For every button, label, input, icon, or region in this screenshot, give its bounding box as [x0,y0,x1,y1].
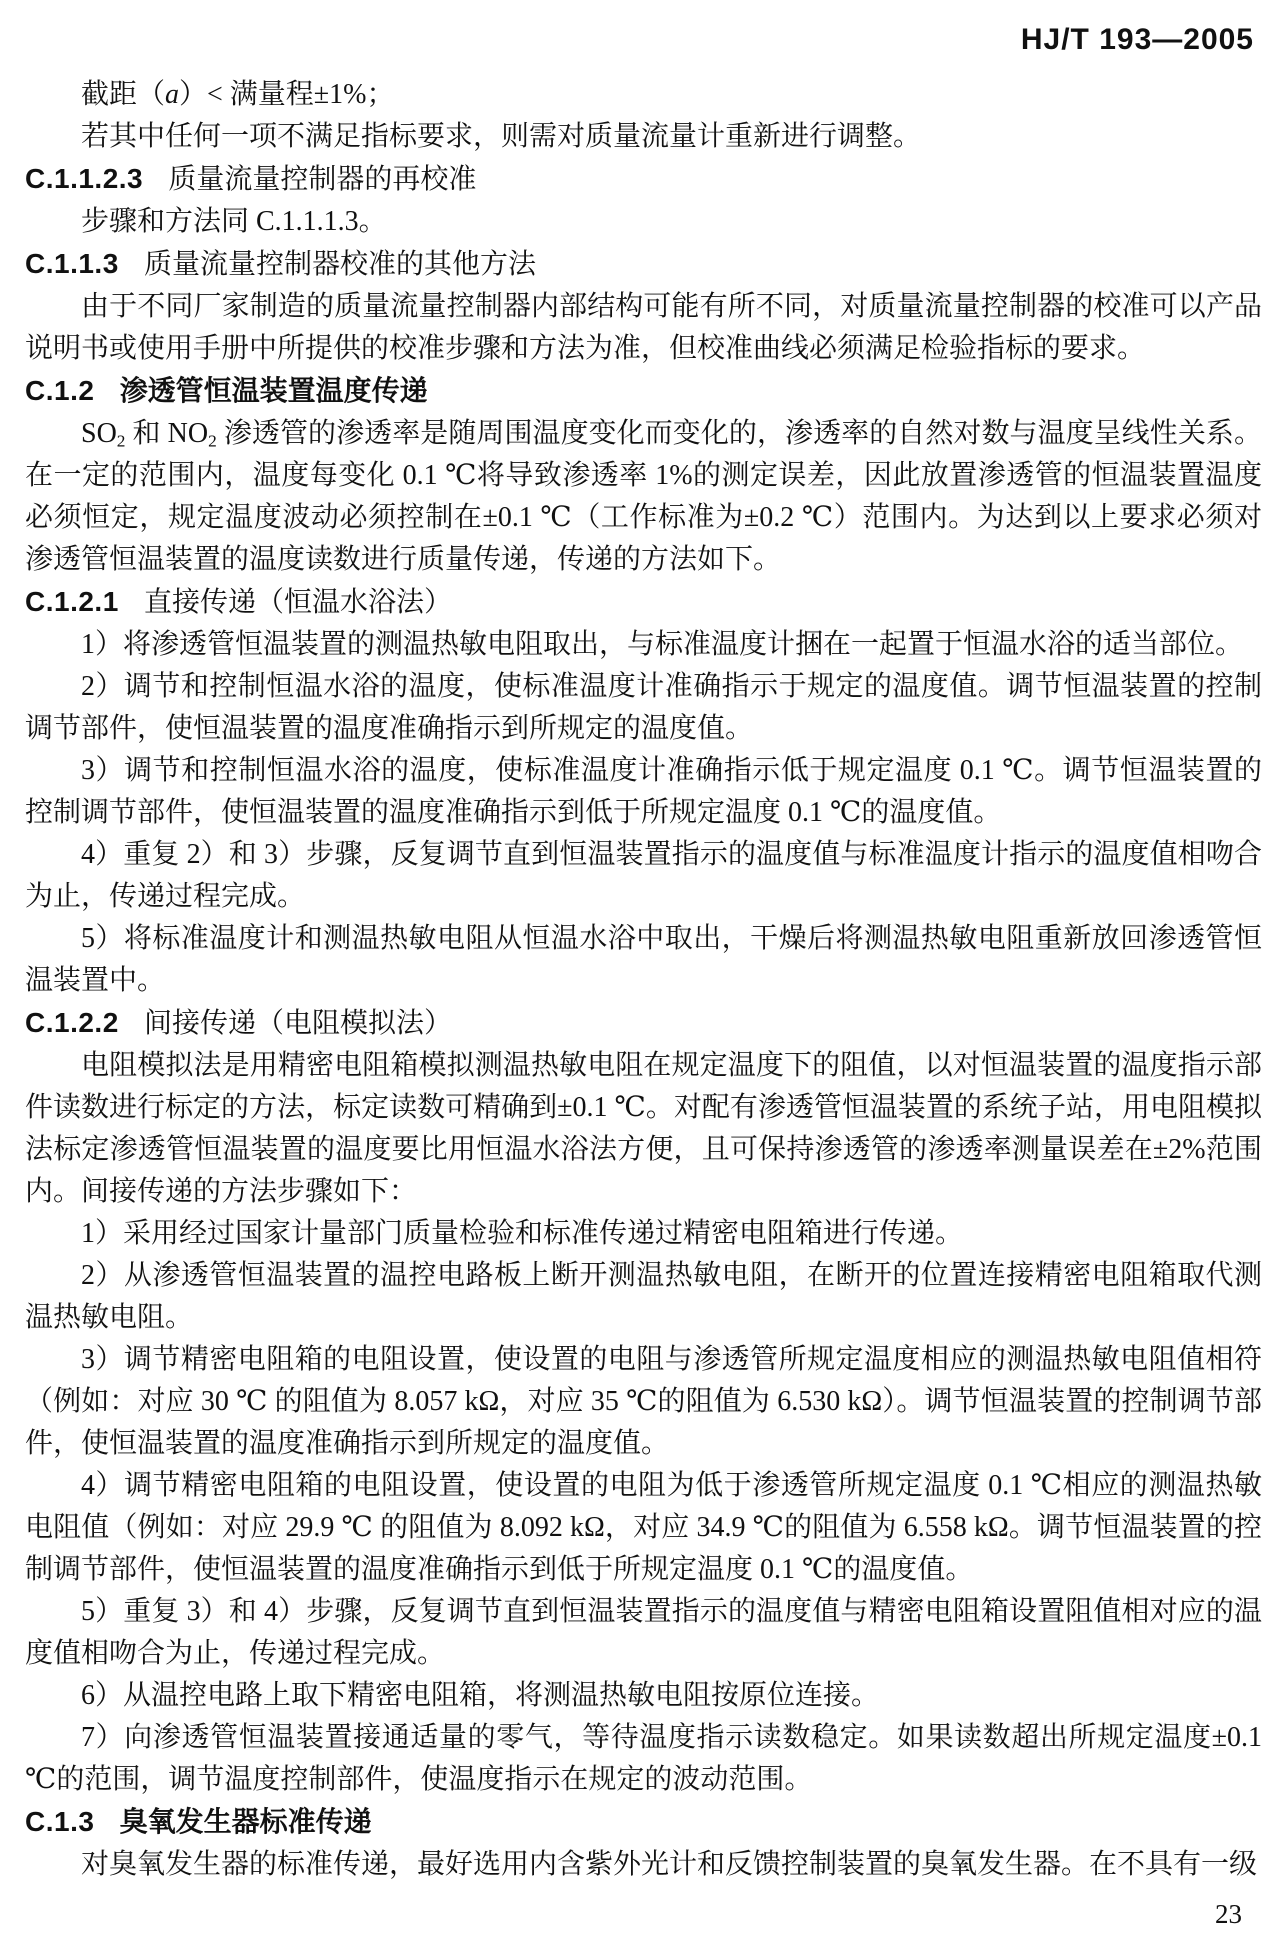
heading-c1123 [25,158,1262,201]
list-item-c122-step3: 3）调节精密电阻箱的电阻设置，使设置的电阻与渗透管所规定温度相应的测温热敏电阻值相符（例如：对应 30 ℃ 的阻值为 8.057 kΩ，对应 35 ℃的阻值为 6.530 kΩ）。调节恒温装置的控制调节部件，使恒温装置的温度准确指示到所规定的温度值。 [25,1344,1262,1459]
list-item-c122-step7: 7）向渗透管恒温装置接通适量的零气，等待温度指示读数稳定。如果读数超出所规定温度±0.1 ℃的范围，调节温度控制部件，使温度指示在规定的波动范围。 [25,1722,1262,1795]
list-item-c121-step2: 2）调节和控制恒温水浴的温度，使标准温度计准确指示于规定的温度值。调节恒温装置的控制调节部件，使恒温装置的温度准确指示到所规定的温度值。 [25,671,1262,744]
list-item-c121-step1: 1）将渗透管恒温装置的测温热敏电阻取出，与标准温度计捆在一起置于恒温水浴的适当部位。 [81,629,1244,660]
heading-c12 [25,370,1262,413]
heading-c1123-title: 质量流量控制器的再校准 [168,164,477,195]
variable-a: a [165,79,180,110]
para-intercept-criterion [25,74,1262,116]
no2-subscript: 2 [208,431,217,451]
list-item-c121-step5: 5）将标准温度计和测温热敏电阻从恒温水浴中取出，干燥后将测温热敏电阻重新放回渗透管恒温装置中。 [25,923,1262,996]
heading-c1123-number: C.1.1.2.3 [25,163,144,194]
heading-c121-title: 直接传递（恒温水浴法） [143,587,452,618]
heading-c13-title: 臭氧发生器标准传递 [119,1806,372,1837]
para-ozone-generator-intro: 对臭氧发生器的标准传递，最好选用内含紫外光计和反馈控制装置的臭氧发生器。在不具有一级 [81,1849,1258,1880]
so2-label: SO [81,418,117,449]
intercept-text-post: ）< 满量程±1%； [179,79,395,110]
heading-c12-number: C.1.2 [25,375,95,406]
heading-c122-number: C.1.2.2 [25,1007,119,1038]
heading-c121-number: C.1.2.1 [25,586,119,617]
heading-c113-title: 质量流量控制器校准的其他方法 [143,249,536,280]
para-permeation-tube-intro [25,413,1262,581]
para-other-calibration-methods: 由于不同厂家制造的质量流量控制器内部结构可能有所不同，对质量流量控制器的校准可以产品说明书或使用手册中所提供的校准步骤和方法为准，但校准曲线必须满足检验指标的要求。 [25,291,1262,364]
list-item-c121-step3: 3）调节和控制恒温水浴的温度，使标准温度计准确指示低于规定温度 0.1 ℃。调节恒温装置的控制调节部件，使恒温装置的温度准确指示到低于所规定温度 0.1 ℃的温度值。 [25,755,1262,828]
para-resistance-simulation-intro: 电阻模拟法是用精密电阻箱模拟测温热敏电阻在规定温度下的阻值，以对恒温装置的温度指示部件读数进行标定的方法，标定读数可精确到±0.1 ℃。对配有渗透管恒温装置的系统子站，用电阻模拟法标定渗透管恒温装置的温度要比用恒温水浴法方便，且可保持渗透管的渗透率测量误差在±2%范围内。间接传递的方法步骤如下： [25,1050,1262,1207]
standard-number-header: HJ/T 193—2005 [1020,23,1254,56]
heading-c113 [25,243,1262,286]
page-number: 23 [1215,1899,1242,1929]
heading-c13 [25,1801,1262,1844]
heading-c13-number: C.1.3 [25,1806,95,1837]
list-item-c122-step1: 1）采用经过国家计量部门质量检验和标准传递过精密电阻箱进行传递。 [81,1218,964,1249]
heading-c122 [25,1002,1262,1045]
list-item-c122-step2: 2）从渗透管恒温装置的温控电路板上断开测温热敏电阻，在断开的位置连接精密电阻箱取代测温热敏电阻。 [25,1260,1262,1333]
list-item-c122-step4: 4）调节精密电阻箱的电阻设置，使设置的电阻为低于渗透管所规定温度 0.1 ℃相应的测温热敏电阻值（例如：对应 29.9 ℃ 的阻值为 8.092 kΩ，对应 34.9 ℃的阻值为 6.558 kΩ。调节恒温装置的控制调节部件，使恒温装置的温度准确指示到低于所规定温度 0.1 ℃的温度值。 [25,1470,1262,1585]
list-item-c122-step5: 5）重复 3）和 4）步骤，反复调节直到恒温装置指示的温度值与精密电阻箱设置阻值相对应的温度值相吻合为止，传递过程完成。 [25,1596,1262,1669]
heading-c12-title: 渗透管恒温装置温度传递 [119,375,428,406]
heading-c122-title: 间接传递（电阻模拟法） [143,1008,452,1039]
para-readjust-note: 若其中任何一项不满足指标要求，则需对质量流量计重新进行调整。 [81,121,922,152]
permeation-intro-text: 渗透管的渗透率是随周围温度变化而变化的，渗透率的自然对数与温度呈线性关系。在一定的范围内，温度每变化 0.1 ℃将导致渗透率 1%的测定误差，因此放置渗透管的恒温装置温度必须恒定，规定温度波动必须控制在±0.1 ℃（工作标准为±0.2 ℃）范围内。为达到以上要求必须对渗透管恒温装置的温度读数进行质量传递，传递的方法如下。 [25,418,1262,575]
list-item-c122-step6: 6）从温控电路上取下精密电阻箱，将测温热敏电阻按原位连接。 [81,1680,880,1711]
list-item-c121-step4: 4）重复 2）和 3）步骤，反复调节直到恒温装置指示的温度值与标准温度计指示的温度值相吻合为止，传递过程完成。 [25,839,1262,912]
heading-c113-number: C.1.1.3 [25,248,119,279]
heading-c121 [25,581,1262,624]
document-body [25,74,1262,1886]
no2-label: 和 NO [125,418,209,449]
para-steps-same-as: 步骤和方法同 C.1.1.1.3。 [81,206,387,237]
intercept-text-pre: 截距（ [81,79,166,110]
so2-subscript: 2 [116,431,126,451]
